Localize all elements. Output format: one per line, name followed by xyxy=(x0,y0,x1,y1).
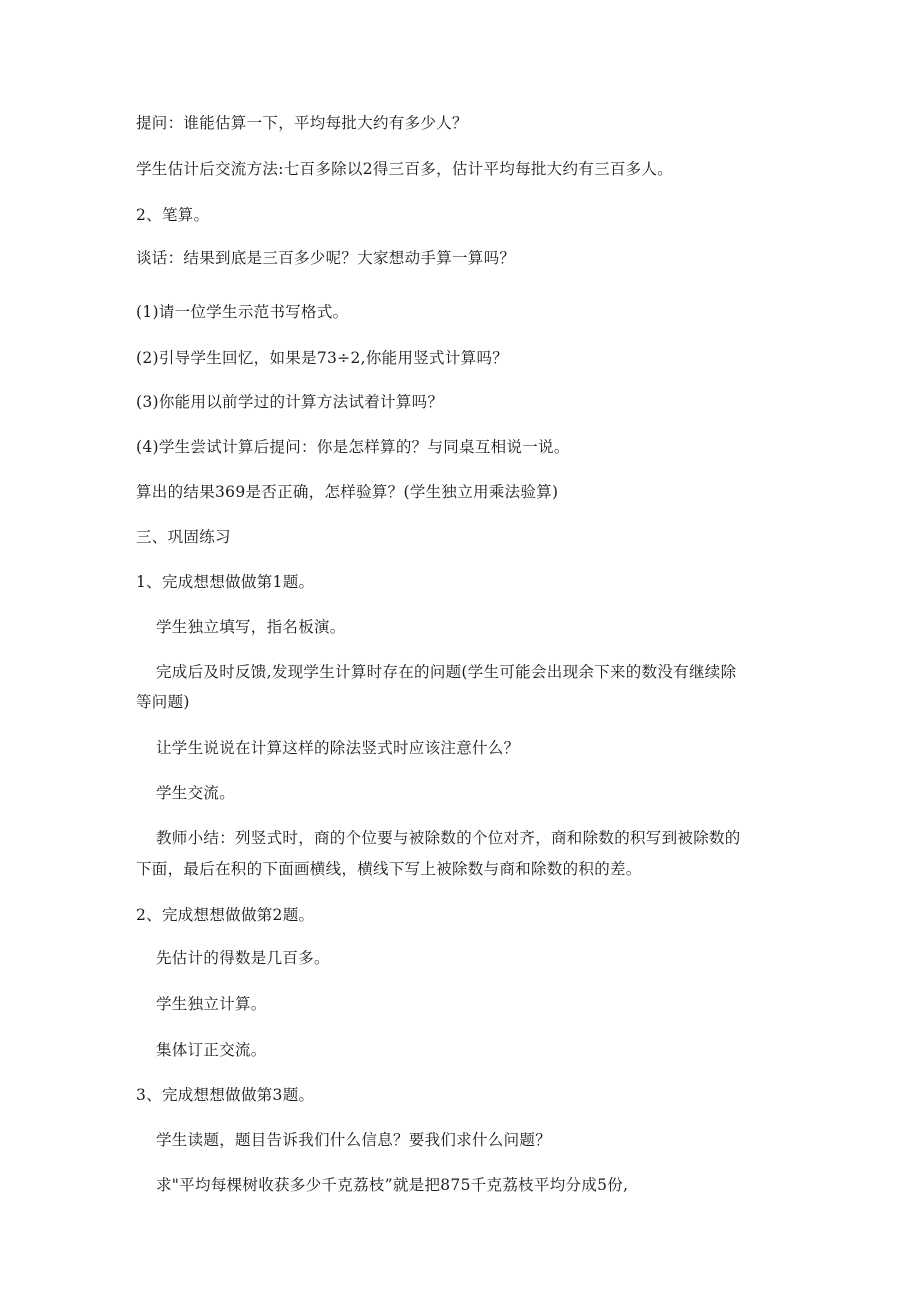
paragraph-exercise-2-c: 集体订正交流。 xyxy=(156,1041,267,1059)
paragraph-student-estimate: 学生估计后交流方法:七百多除以2得三百多，估计平均每批大约有三百多人。 xyxy=(136,160,674,178)
paragraph-exercise-2-a: 先估计的得数是几百多。 xyxy=(156,949,330,967)
heading-exercise-2: 2、完成想想做做第2题。 xyxy=(136,906,315,924)
paragraph-exercise-3-b: 求"平均每棵树收获多少千克荔枝”就是把875千克荔枝平均分成5份, xyxy=(156,1176,629,1194)
list-item-2: (2)引导学生回忆，如果是73÷2,你能用竖式计算吗？ xyxy=(136,349,509,367)
paragraph-exercise-1-c: 让学生说说在计算这样的除法竖式时应该注意什么？ xyxy=(156,739,520,757)
heading-exercise-3: 3、完成想想做做第3题。 xyxy=(136,1086,315,1104)
paragraph-teacher-summary-cont: 下面，最后在积的下面画横线，横线下写上被除数与商和除数的积的差。 xyxy=(136,860,642,878)
heading-exercise-1: 1、完成想想做做第1题。 xyxy=(136,573,315,591)
list-item-3: (3)你能用以前学过的计算方法试着计算吗？ xyxy=(136,393,444,411)
paragraph-question-estimate: 提问：谁能估算一下，平均每批大约有多少人？ xyxy=(136,114,468,132)
heading-section-three: 三、巩固练习 xyxy=(136,528,231,546)
paragraph-exercise-2-b: 学生独立计算。 xyxy=(156,995,267,1013)
paragraph-teacher-summary: 教师小结：列竖式时，商的个位要与被除数的个位对齐，商和除数的积写到被除数的 xyxy=(156,829,741,847)
heading-written-calculation: 2、笔算。 xyxy=(136,206,210,224)
list-item-1: (1)请一位学生示范书写格式。 xyxy=(136,303,349,321)
paragraph-verify: 算出的结果369是否正确，怎样验算？(学生独立用乘法验算) xyxy=(136,483,559,501)
paragraph-talk: 谈话：结果到底是三百多少呢？大家想动手算一算吗？ xyxy=(136,249,516,267)
paragraph-exercise-3-a: 学生读题，题目告诉我们什么信息？要我们求什么问题？ xyxy=(156,1131,552,1149)
paragraph-exercise-1-b-cont: 等问题) xyxy=(136,693,190,711)
list-item-4: (4)学生尝试计算后提问：你是怎样算的？与同桌互相说一说。 xyxy=(136,438,570,456)
paragraph-exercise-1-d: 学生交流。 xyxy=(156,784,236,802)
paragraph-exercise-1-b: 完成后及时反馈,发现学生计算时存在的问题(学生可能会出现余下来的数没有继续除 xyxy=(156,663,737,681)
paragraph-exercise-1-a: 学生独立填写，指名板演。 xyxy=(156,618,346,636)
